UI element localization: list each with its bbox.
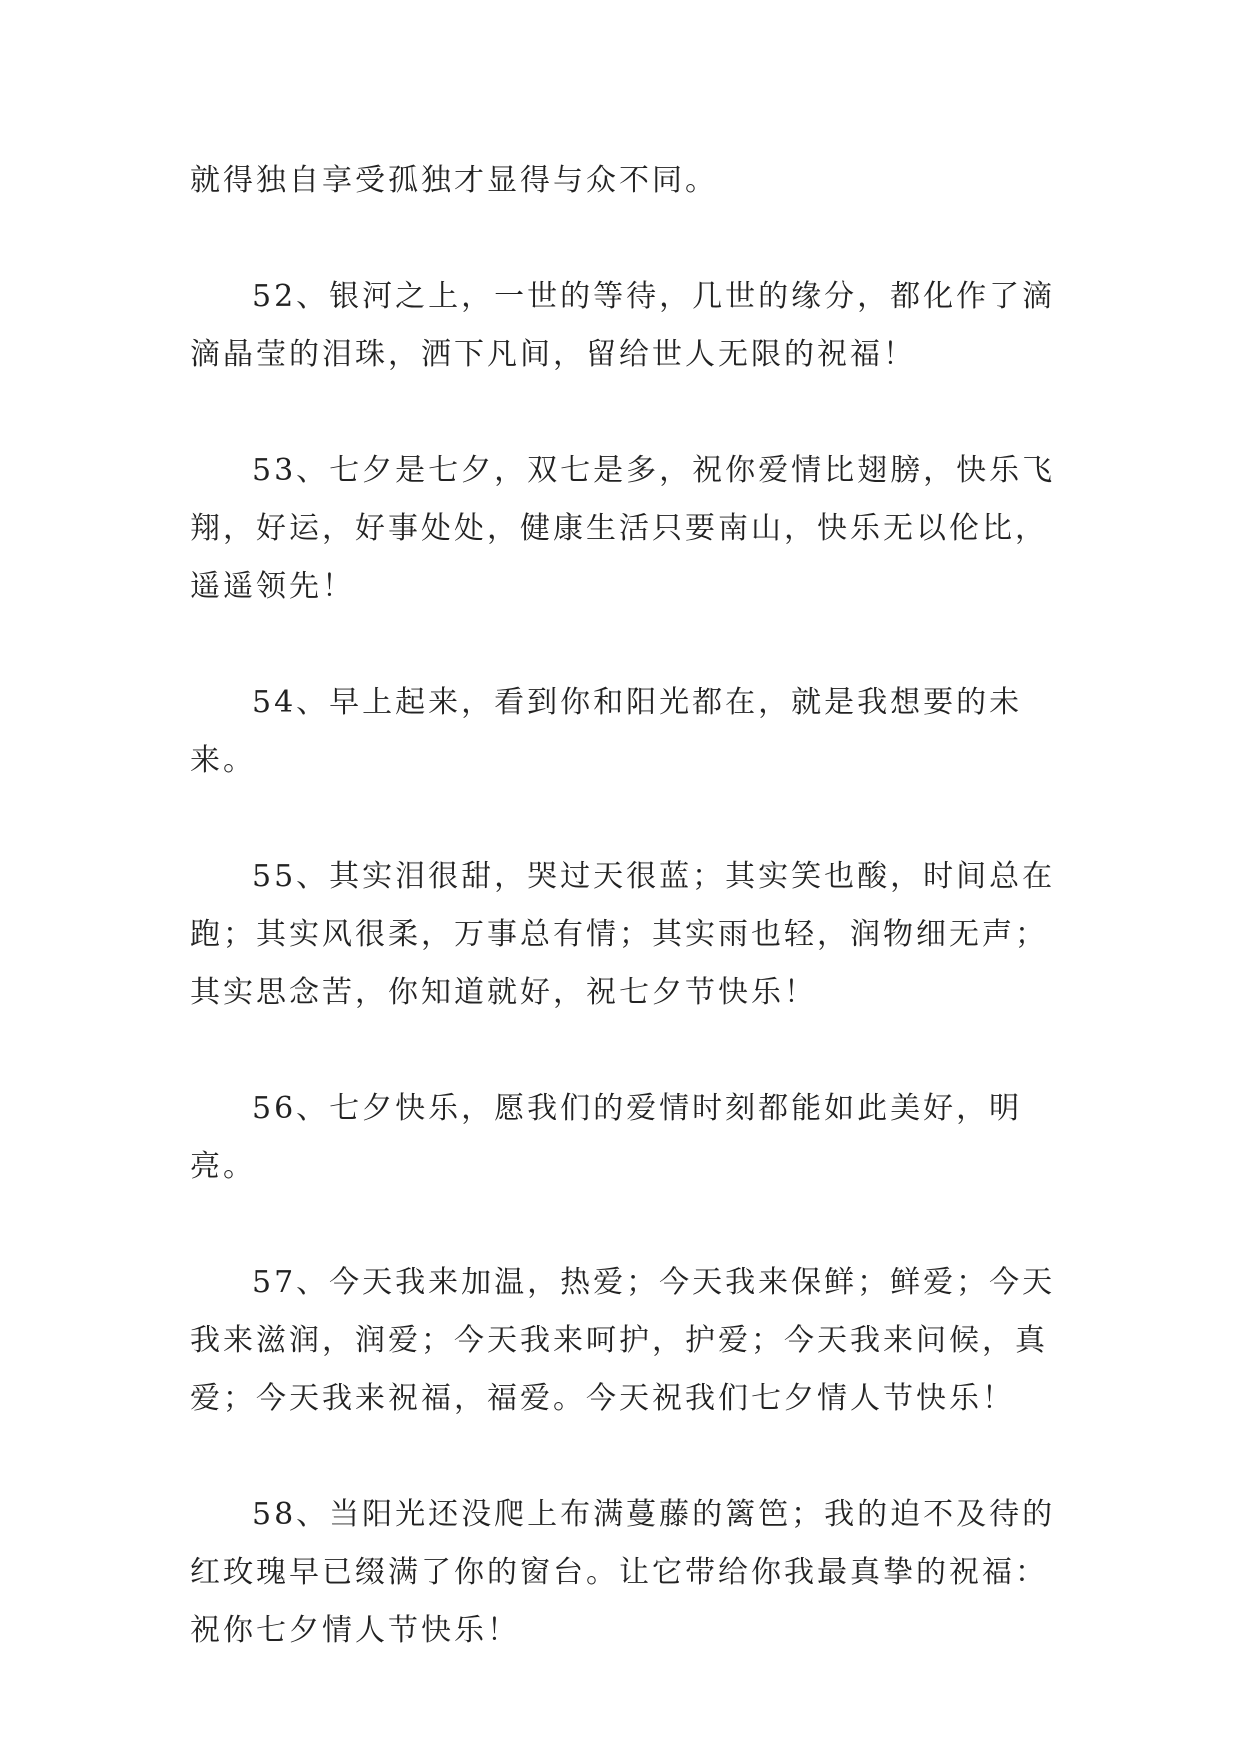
paragraph-52: 52、银河之上，一世的等待，几世的缘分，都化作了滴滴晶莹的泪珠，洒下凡间，留给世人无限的祝福！ — [190, 279, 1056, 372]
paragraph-56: 56、七夕快乐，愿我们的爱情时刻都能如此美好，明亮。 — [190, 1091, 1023, 1184]
document-body — [190, 152, 1060, 1718]
paragraph-57: 57、今天我来加温，热爱；今天我来保鲜；鲜爱；今天我来滋润，润爱；今天我来呵护，护爱；今天我来问候，真爱；今天我来祝福，福爱。今天祝我们七夕情人节快乐！ — [190, 1265, 1056, 1416]
paragraph-53: 53、七夕是七夕，双七是多，祝你爱情比翅膀，快乐飞翔，好运，好事处处，健康生活只要南山，快乐无以伦比，遥遥领先！ — [190, 453, 1056, 604]
paragraph-54: 54、早上起来，看到你和阳光都在，就是我想要的未来。 — [190, 685, 1023, 778]
paragraph-58: 58、当阳光还没爬上布满蔓藤的篱笆；我的迫不及待的红玫瑰早已缀满了你的窗台。让它带给你我最真挚的祝福：祝你七夕情人节快乐！ — [190, 1497, 1056, 1648]
paragraph-55: 55、其实泪很甜，哭过天很蓝；其实笑也酸，时间总在跑；其实风很柔，万事总有情；其实雨也轻，润物细无声；其实思念苦，你知道就好，祝七夕节快乐！ — [190, 859, 1056, 1010]
paragraph-continuation: 就得独自享受孤独才显得与众不同。 — [190, 163, 718, 198]
